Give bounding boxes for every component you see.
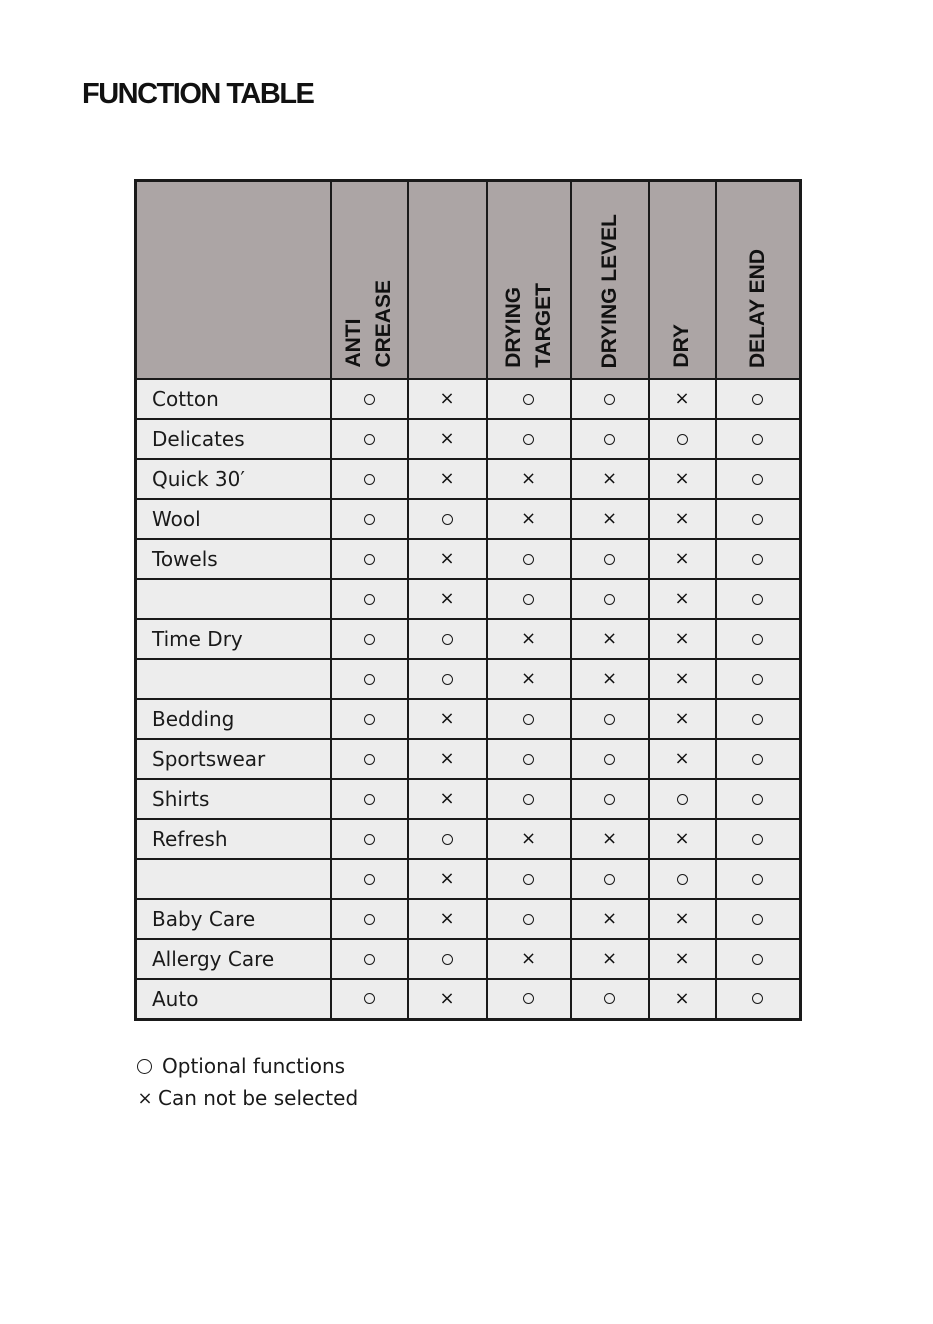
column-header-dry xyxy=(649,181,716,380)
optional-circle-icon xyxy=(523,874,534,885)
unavailable-cross-icon: × xyxy=(601,908,618,929)
optional-circle-icon xyxy=(752,474,763,485)
optional-circle-icon xyxy=(523,394,534,405)
unavailable-cross-icon: × xyxy=(520,828,537,849)
table-row xyxy=(136,819,801,859)
function-cell xyxy=(487,779,571,819)
function-cell xyxy=(649,779,716,819)
table-row xyxy=(136,979,801,1019)
function-cell xyxy=(408,659,487,699)
optional-circle-icon xyxy=(364,914,375,925)
unavailable-cross-icon: × xyxy=(137,1087,153,1109)
column-header-label: DRY xyxy=(670,324,693,368)
table-header-row xyxy=(136,181,801,380)
function-cell xyxy=(331,379,408,419)
optional-circle-icon xyxy=(523,993,534,1004)
column-header-blank xyxy=(408,181,487,380)
function-cell xyxy=(571,859,649,899)
function-cell xyxy=(408,419,487,459)
optional-circle-icon xyxy=(364,634,375,645)
program-name: Towels xyxy=(136,539,331,579)
function-cell xyxy=(408,579,487,619)
function-cell xyxy=(649,939,716,979)
optional-circle-icon xyxy=(442,634,453,645)
optional-circle-icon xyxy=(752,514,763,525)
unavailable-cross-icon: × xyxy=(674,548,690,569)
function-cell xyxy=(571,579,649,619)
optional-circle-icon xyxy=(752,874,763,885)
function-cell xyxy=(716,859,801,899)
table-row xyxy=(136,379,801,419)
column-header-delay-end xyxy=(716,181,801,380)
function-cell xyxy=(408,699,487,739)
column-header-program xyxy=(136,181,331,380)
program-name: Baby Care xyxy=(136,899,331,939)
function-cell xyxy=(331,739,408,779)
table-row xyxy=(136,539,801,579)
legend-unavailable-label: Can not be selected xyxy=(158,1086,359,1110)
optional-circle-icon xyxy=(442,674,453,685)
optional-circle-icon xyxy=(364,834,375,845)
function-cell xyxy=(487,499,571,539)
table-row xyxy=(136,499,801,539)
function-cell xyxy=(571,939,649,979)
function-cell xyxy=(408,739,487,779)
unavailable-cross-icon: × xyxy=(674,508,690,529)
function-cell xyxy=(408,859,487,899)
optional-circle-icon xyxy=(523,754,534,765)
program-name: Wool xyxy=(136,499,331,539)
table-row xyxy=(136,459,801,499)
table-body xyxy=(136,379,801,1019)
function-cell xyxy=(571,659,649,699)
function-cell xyxy=(716,779,801,819)
function-cell xyxy=(649,699,716,739)
optional-circle-icon xyxy=(677,434,688,445)
function-cell xyxy=(649,819,716,859)
function-cell xyxy=(571,539,649,579)
function-cell xyxy=(716,579,801,619)
function-cell xyxy=(487,859,571,899)
unavailable-cross-icon: × xyxy=(601,508,618,529)
function-cell xyxy=(487,979,571,1019)
function-cell xyxy=(331,859,408,899)
function-cell xyxy=(716,379,801,419)
optional-circle-icon xyxy=(604,434,615,445)
column-header-drying-target xyxy=(487,181,571,380)
optional-circle-icon xyxy=(137,1059,152,1074)
unavailable-cross-icon: × xyxy=(439,748,455,769)
optional-circle-icon xyxy=(752,714,763,725)
function-cell xyxy=(571,699,649,739)
unavailable-cross-icon: × xyxy=(520,468,537,489)
optional-circle-icon xyxy=(752,634,763,645)
optional-circle-icon xyxy=(364,394,375,405)
unavailable-cross-icon: × xyxy=(674,748,690,769)
optional-circle-icon xyxy=(604,993,615,1004)
function-cell xyxy=(649,619,716,659)
function-cell xyxy=(649,579,716,619)
optional-circle-icon xyxy=(604,594,615,605)
unavailable-cross-icon: × xyxy=(674,908,690,929)
unavailable-cross-icon: × xyxy=(439,548,455,569)
function-cell xyxy=(331,579,408,619)
program-name: Bedding xyxy=(136,699,331,739)
function-cell xyxy=(571,819,649,859)
function-cell xyxy=(716,699,801,739)
function-cell xyxy=(331,459,408,499)
optional-circle-icon xyxy=(752,434,763,445)
optional-circle-icon xyxy=(752,754,763,765)
legend xyxy=(137,1050,358,1114)
function-cell xyxy=(331,819,408,859)
optional-circle-icon xyxy=(364,993,375,1004)
unavailable-cross-icon: × xyxy=(439,428,455,449)
column-header-label: DRYING TARGET xyxy=(501,283,555,368)
optional-circle-icon xyxy=(604,714,615,725)
unavailable-cross-icon: × xyxy=(439,468,455,489)
function-cell xyxy=(716,899,801,939)
unavailable-cross-icon: × xyxy=(674,628,690,649)
table-row xyxy=(136,899,801,939)
optional-circle-icon xyxy=(364,514,375,525)
unavailable-cross-icon: × xyxy=(439,987,455,1009)
function-cell xyxy=(331,699,408,739)
optional-circle-icon xyxy=(364,714,375,725)
optional-circle-icon xyxy=(364,954,375,965)
page-title: FUNCTION TABLE xyxy=(82,78,314,110)
function-cell xyxy=(408,499,487,539)
unavailable-cross-icon: × xyxy=(674,708,690,729)
optional-circle-icon xyxy=(752,674,763,685)
optional-circle-icon xyxy=(677,794,688,805)
unavailable-cross-icon: × xyxy=(674,468,690,489)
program-name: Quick 30′ xyxy=(136,459,331,499)
program-name xyxy=(136,659,331,699)
optional-circle-icon xyxy=(677,874,688,885)
unavailable-cross-icon: × xyxy=(674,948,690,969)
function-cell xyxy=(487,739,571,779)
table-row xyxy=(136,739,801,779)
optional-circle-icon xyxy=(604,394,615,405)
optional-circle-icon xyxy=(752,993,763,1004)
function-cell xyxy=(716,659,801,699)
function-cell xyxy=(408,779,487,819)
legend-optional xyxy=(137,1050,358,1082)
optional-circle-icon xyxy=(442,954,453,965)
optional-circle-icon xyxy=(364,794,375,805)
optional-circle-icon xyxy=(604,554,615,565)
optional-circle-icon xyxy=(752,954,763,965)
function-cell xyxy=(487,659,571,699)
optional-circle-icon xyxy=(752,834,763,845)
optional-circle-icon xyxy=(752,554,763,565)
program-name: Delicates xyxy=(136,419,331,459)
optional-circle-icon xyxy=(523,714,534,725)
unavailable-cross-icon: × xyxy=(601,948,618,969)
column-header-drying-level xyxy=(571,181,649,380)
optional-circle-icon xyxy=(604,794,615,805)
unavailable-cross-icon: × xyxy=(439,868,455,889)
optional-circle-icon xyxy=(442,514,453,525)
unavailable-cross-icon: × xyxy=(674,828,690,849)
function-cell xyxy=(571,379,649,419)
optional-circle-icon xyxy=(523,434,534,445)
function-cell xyxy=(571,899,649,939)
function-cell xyxy=(716,979,801,1019)
unavailable-cross-icon: × xyxy=(439,388,455,409)
function-cell xyxy=(716,619,801,659)
function-cell xyxy=(649,659,716,699)
function-cell xyxy=(649,419,716,459)
function-cell xyxy=(331,779,408,819)
unavailable-cross-icon: × xyxy=(439,708,455,729)
optional-circle-icon xyxy=(523,594,534,605)
function-cell xyxy=(487,619,571,659)
optional-circle-icon xyxy=(523,794,534,805)
table-row xyxy=(136,619,801,659)
table-row xyxy=(136,939,801,979)
function-cell xyxy=(571,459,649,499)
unavailable-cross-icon: × xyxy=(439,908,455,929)
optional-circle-icon xyxy=(364,474,375,485)
function-cell xyxy=(649,499,716,539)
function-cell xyxy=(408,979,487,1019)
unavailable-cross-icon: × xyxy=(674,388,690,409)
function-cell xyxy=(408,619,487,659)
program-name: Refresh xyxy=(136,819,331,859)
function-cell xyxy=(571,499,649,539)
optional-circle-icon xyxy=(364,874,375,885)
function-cell xyxy=(408,819,487,859)
function-cell xyxy=(571,419,649,459)
unavailable-cross-icon: × xyxy=(520,628,537,649)
function-cell xyxy=(716,739,801,779)
function-cell xyxy=(649,379,716,419)
unavailable-cross-icon: × xyxy=(601,668,618,689)
program-name: Allergy Care xyxy=(136,939,331,979)
optional-circle-icon xyxy=(752,594,763,605)
function-cell xyxy=(571,979,649,1019)
function-cell xyxy=(331,539,408,579)
function-cell xyxy=(331,499,408,539)
unavailable-cross-icon: × xyxy=(601,828,618,849)
unavailable-cross-icon: × xyxy=(520,668,537,689)
function-cell xyxy=(408,939,487,979)
function-cell xyxy=(649,459,716,499)
function-cell xyxy=(408,899,487,939)
function-cell xyxy=(716,419,801,459)
function-cell xyxy=(716,819,801,859)
program-name: Cotton xyxy=(136,379,331,419)
function-cell xyxy=(487,419,571,459)
function-cell xyxy=(331,939,408,979)
unavailable-cross-icon: × xyxy=(674,668,690,689)
function-cell xyxy=(571,739,649,779)
optional-circle-icon xyxy=(364,754,375,765)
function-cell xyxy=(487,539,571,579)
optional-circle-icon xyxy=(364,554,375,565)
function-cell xyxy=(331,419,408,459)
function-cell xyxy=(487,819,571,859)
optional-circle-icon xyxy=(364,434,375,445)
function-cell xyxy=(649,979,716,1019)
unavailable-cross-icon: × xyxy=(601,628,618,649)
column-header-anti-crease xyxy=(331,181,408,380)
program-name: Auto xyxy=(136,979,331,1019)
unavailable-cross-icon: × xyxy=(674,987,690,1009)
function-cell xyxy=(487,459,571,499)
table-row xyxy=(136,659,801,699)
table-row xyxy=(136,419,801,459)
program-name xyxy=(136,859,331,899)
unavailable-cross-icon: × xyxy=(520,948,537,969)
function-table xyxy=(134,179,802,1021)
legend-optional-label: Optional functions xyxy=(162,1054,346,1078)
unavailable-cross-icon: × xyxy=(439,788,455,809)
function-cell xyxy=(487,379,571,419)
table-row xyxy=(136,859,801,899)
function-cell xyxy=(408,459,487,499)
function-cell xyxy=(487,579,571,619)
function-cell xyxy=(649,539,716,579)
optional-circle-icon xyxy=(752,794,763,805)
program-name xyxy=(136,579,331,619)
unavailable-cross-icon: × xyxy=(601,468,618,489)
table-row xyxy=(136,779,801,819)
program-name: Sportswear xyxy=(136,739,331,779)
optional-circle-icon xyxy=(752,914,763,925)
function-cell xyxy=(716,539,801,579)
optional-circle-icon xyxy=(604,874,615,885)
function-cell xyxy=(331,619,408,659)
function-cell xyxy=(331,899,408,939)
function-cell xyxy=(331,979,408,1019)
unavailable-cross-icon: × xyxy=(520,508,537,529)
optional-circle-icon xyxy=(523,554,534,565)
function-cell xyxy=(649,899,716,939)
function-cell xyxy=(716,459,801,499)
optional-circle-icon xyxy=(752,394,763,405)
program-name: Time Dry xyxy=(136,619,331,659)
table-row xyxy=(136,699,801,739)
function-cell xyxy=(649,859,716,899)
unavailable-cross-icon: × xyxy=(439,588,455,609)
function-cell xyxy=(487,699,571,739)
function-cell xyxy=(571,779,649,819)
function-cell xyxy=(487,939,571,979)
unavailable-cross-icon: × xyxy=(674,588,690,609)
column-header-label: DELAY END xyxy=(745,248,769,368)
function-cell xyxy=(716,939,801,979)
optional-circle-icon xyxy=(604,754,615,765)
column-header-label: ANTI CREASE xyxy=(342,280,395,368)
function-cell xyxy=(331,659,408,699)
optional-circle-icon xyxy=(523,914,534,925)
function-cell xyxy=(408,539,487,579)
column-header-label: DRYING LEVEL xyxy=(597,213,621,368)
optional-circle-icon xyxy=(364,594,375,605)
optional-circle-icon xyxy=(364,674,375,685)
function-cell xyxy=(571,619,649,659)
function-cell xyxy=(487,899,571,939)
function-cell xyxy=(716,499,801,539)
table-row xyxy=(136,579,801,619)
function-cell xyxy=(408,379,487,419)
function-cell xyxy=(649,739,716,779)
optional-circle-icon xyxy=(442,834,453,845)
program-name: Shirts xyxy=(136,779,331,819)
legend-unavailable xyxy=(137,1082,358,1114)
